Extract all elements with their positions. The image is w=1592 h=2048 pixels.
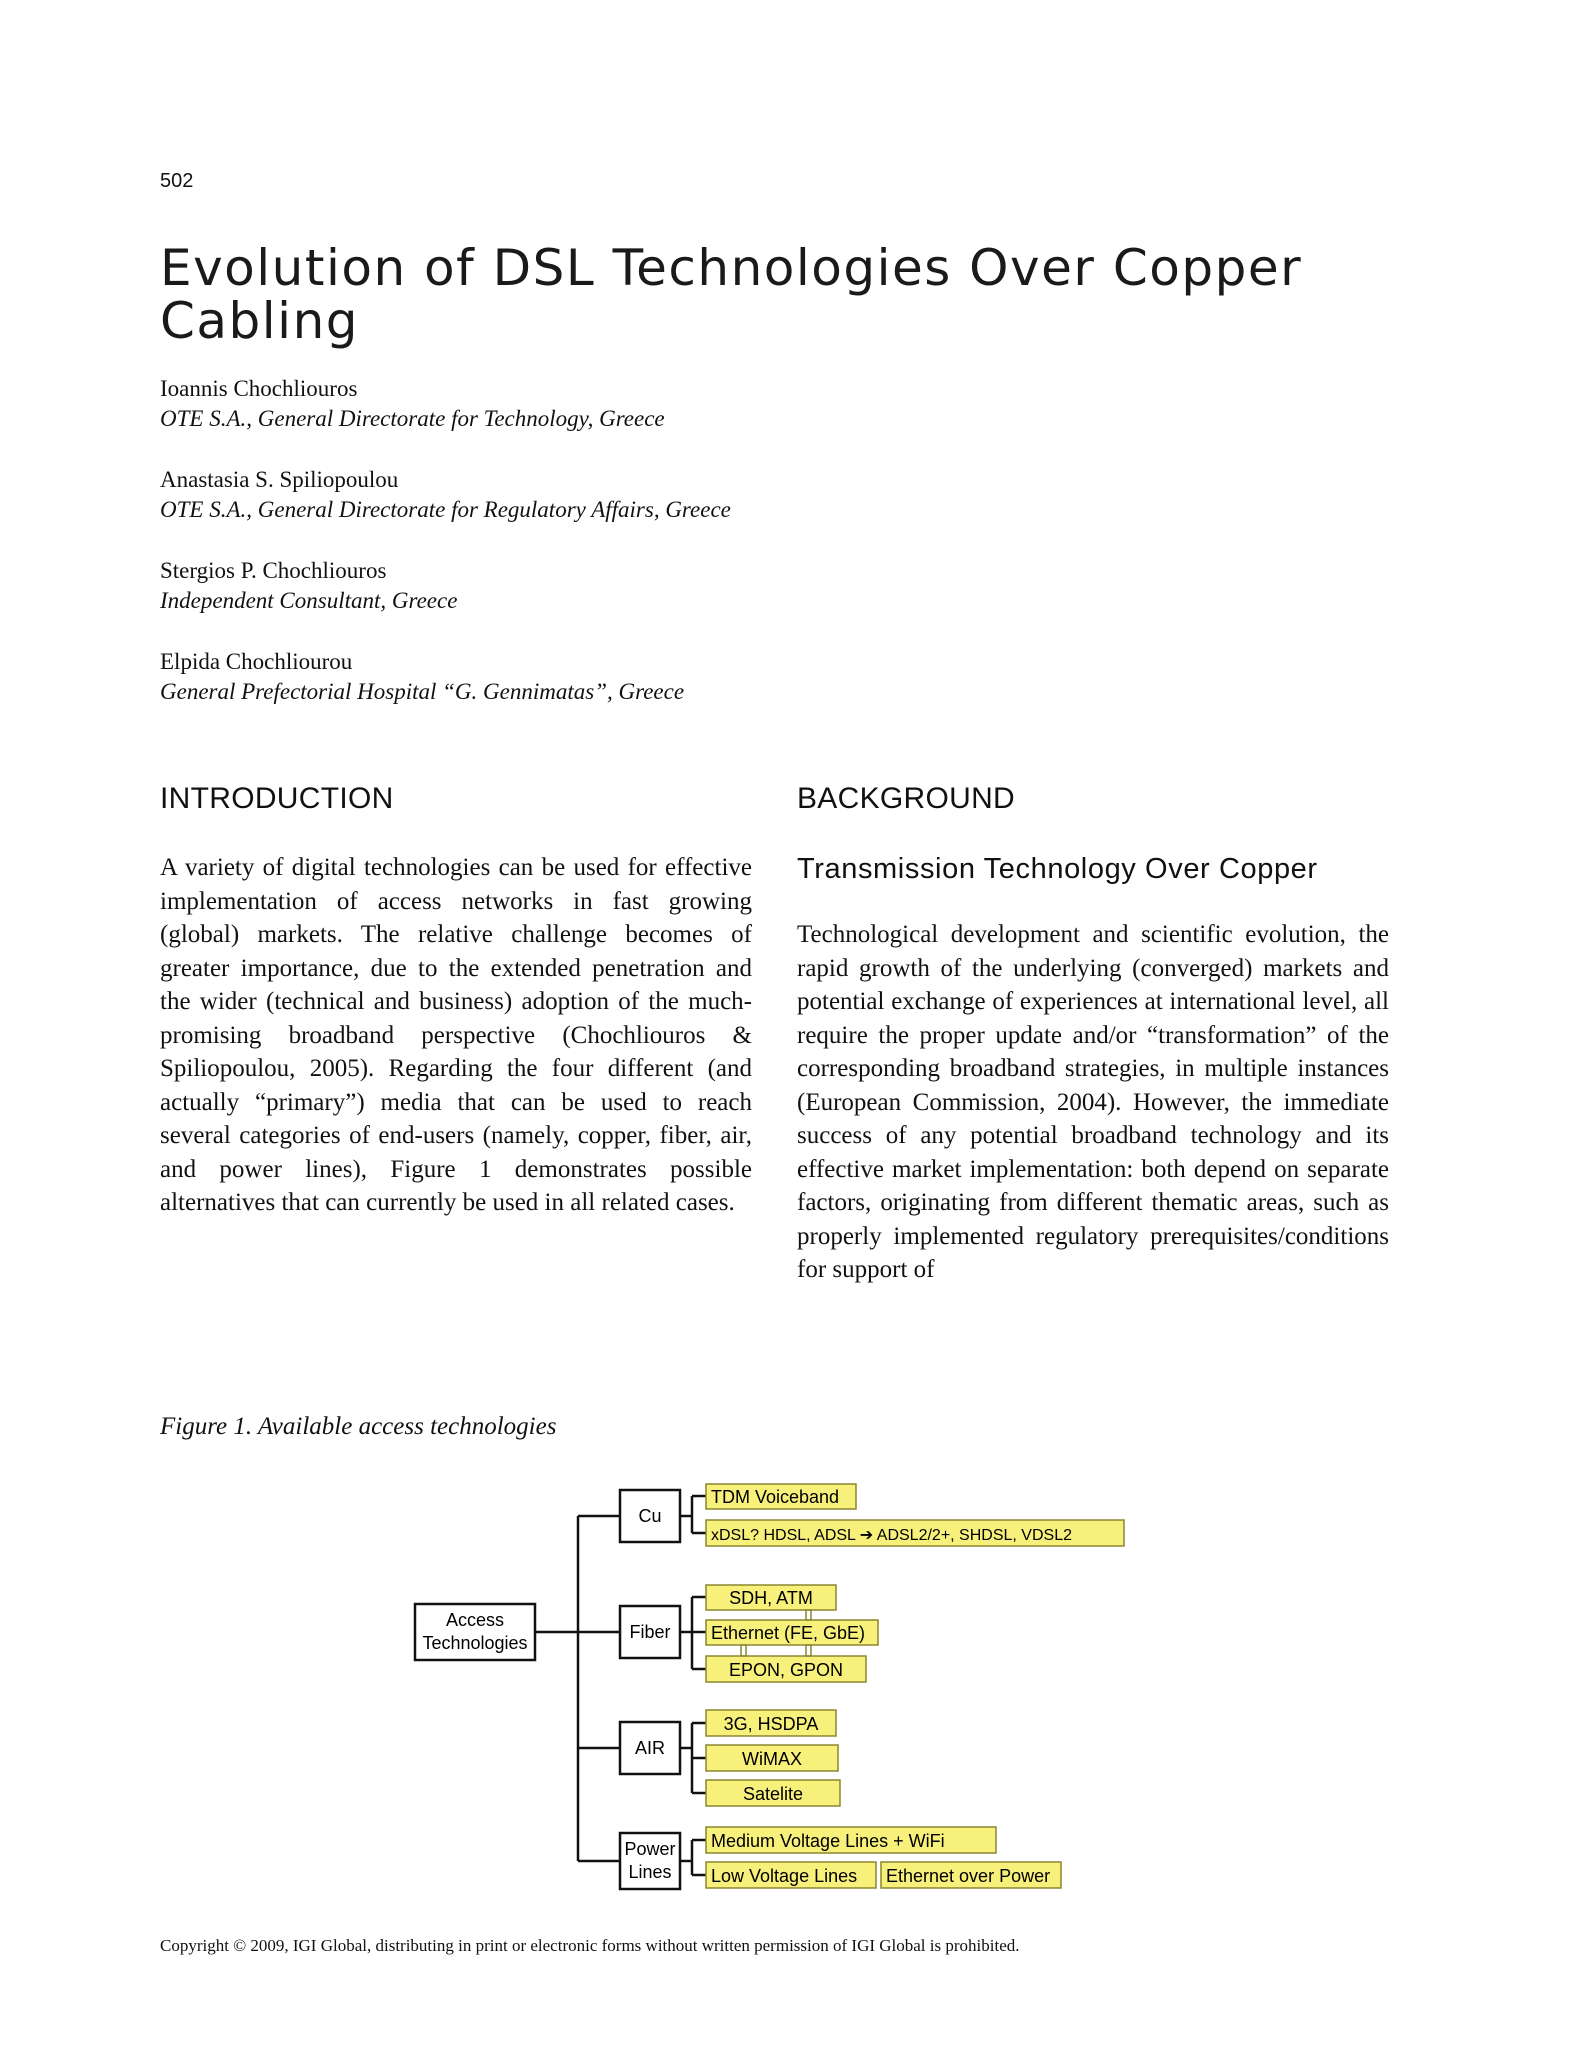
power-label-line-1: Power <box>624 1839 676 1859</box>
root-node <box>415 1604 535 1660</box>
leaf-label: 3G, HSDPA <box>723 1714 819 1734</box>
leaf-label: Low Voltage Lines <box>711 1866 858 1886</box>
copyright-notice: Copyright © 2009, IGI Global, distributing in print or electronic forms without written permission of IGI Global is prohibited. <box>160 1936 1020 1955</box>
title-line-1: Evolution of DSL Technologies Over Copper <box>160 239 1303 297</box>
leaf-label: Medium Voltage Lines + WiFi <box>711 1831 945 1851</box>
introduction-heading: INTRODUCTION <box>160 782 394 815</box>
leaf-epon-gpon <box>706 1656 866 1682</box>
air-label: AIR <box>634 1738 666 1758</box>
leaf-label: TDM Voiceband <box>711 1487 840 1507</box>
power-lines-node <box>620 1833 680 1889</box>
leaf-label: WiMAX <box>742 1749 802 1769</box>
leaf-tdm-voiceband <box>706 1484 856 1509</box>
figure-caption: Figure 1. Available access technologies <box>160 1413 557 1440</box>
leaf-xdsl <box>706 1520 1124 1546</box>
author-name: Elpida Chochliourou <box>160 649 353 674</box>
author-affiliation: General Prefectorial Hospital “G. Gennimatas”, Greece <box>160 679 685 704</box>
root-label-line-2: Technologies <box>422 1633 528 1653</box>
leaf-label: EPON, GPON <box>728 1660 844 1680</box>
leaf-3g-hsdpa <box>706 1710 836 1736</box>
fiber-node <box>620 1606 680 1658</box>
title-line-2: Cabling <box>160 292 360 350</box>
leaf-medium-voltage <box>706 1827 996 1853</box>
author-name: Anastasia S. Spiliopoulou <box>160 467 399 492</box>
introduction-text: A variety of digital technologies can be used for effective implementation of access networks in fast growing (global) markets. The relative challenge becomes of greater importance, due to the extended penetration and the wider (technical and business) adoption of the much-promising broadband perspective (Chochliouros & Spiliopoulou, 2005). Regarding the four different (and actually “primary”) media that can be used to reach several categories of end-users (namely, copper, fiber, air, and power lines), Figure 1 demonstrates possible alternatives that can currently be used in all related cases. <box>160 854 752 1216</box>
background-heading: BACKGROUND <box>797 782 1016 815</box>
leaf-label: Ethernet over Power <box>886 1866 1051 1886</box>
root-label-line-1: Access <box>445 1610 505 1630</box>
leaf-low-voltage <box>706 1862 876 1888</box>
background-text: Technological development and scientific evolution, the rapid growth of the underlying (converged) markets and potential exchange of experiences at international level, all require the proper update and/or “transformation” of the corresponding broadband strategies, in multiple instances (European Commission, 2004). However, the immediate success of any potential broadband technology and its effective market implementation: both depend on separate factors, originating from different thematic areas, such as properly implemented regulatory prerequisites/conditions for support of <box>797 921 1389 1283</box>
author-affiliation: OTE S.A., General Directorate for Regulatory Affairs, Greece <box>160 497 731 522</box>
leaf-label: Satelite <box>742 1784 804 1804</box>
power-label-line-2: Lines <box>628 1862 672 1882</box>
fiber-label: Fiber <box>629 1622 671 1642</box>
leaf-ethernet-over-power <box>881 1862 1061 1888</box>
author-affiliation: OTE S.A., General Directorate for Technology, Greece <box>160 406 665 431</box>
leaf-sdh-atm <box>706 1585 836 1610</box>
leaf-label: SDH, ATM <box>729 1588 813 1608</box>
leaf-satelite <box>706 1780 840 1806</box>
leaf-wimax <box>706 1745 838 1771</box>
background-subheading: Transmission Technology Over Copper <box>797 853 1318 885</box>
leaf-ethernet <box>706 1620 878 1645</box>
leaf-label: Ethernet (FE, GbE) <box>711 1623 866 1643</box>
author-name: Ioannis Chochliouros <box>160 376 358 401</box>
leaf-label: xDSL? HDSL, ADSL ➔ ADSL2/2+, SHDSL, VDSL2 <box>711 1527 1072 1544</box>
air-node <box>620 1722 680 1774</box>
author-name: Stergios P. Chochliouros <box>160 558 387 583</box>
cu-node <box>620 1490 680 1542</box>
page-number: 502 <box>160 170 194 192</box>
tree-connectors <box>535 1496 706 1875</box>
cu-label: Cu <box>638 1506 662 1526</box>
author-affiliation: Independent Consultant, Greece <box>160 588 458 613</box>
